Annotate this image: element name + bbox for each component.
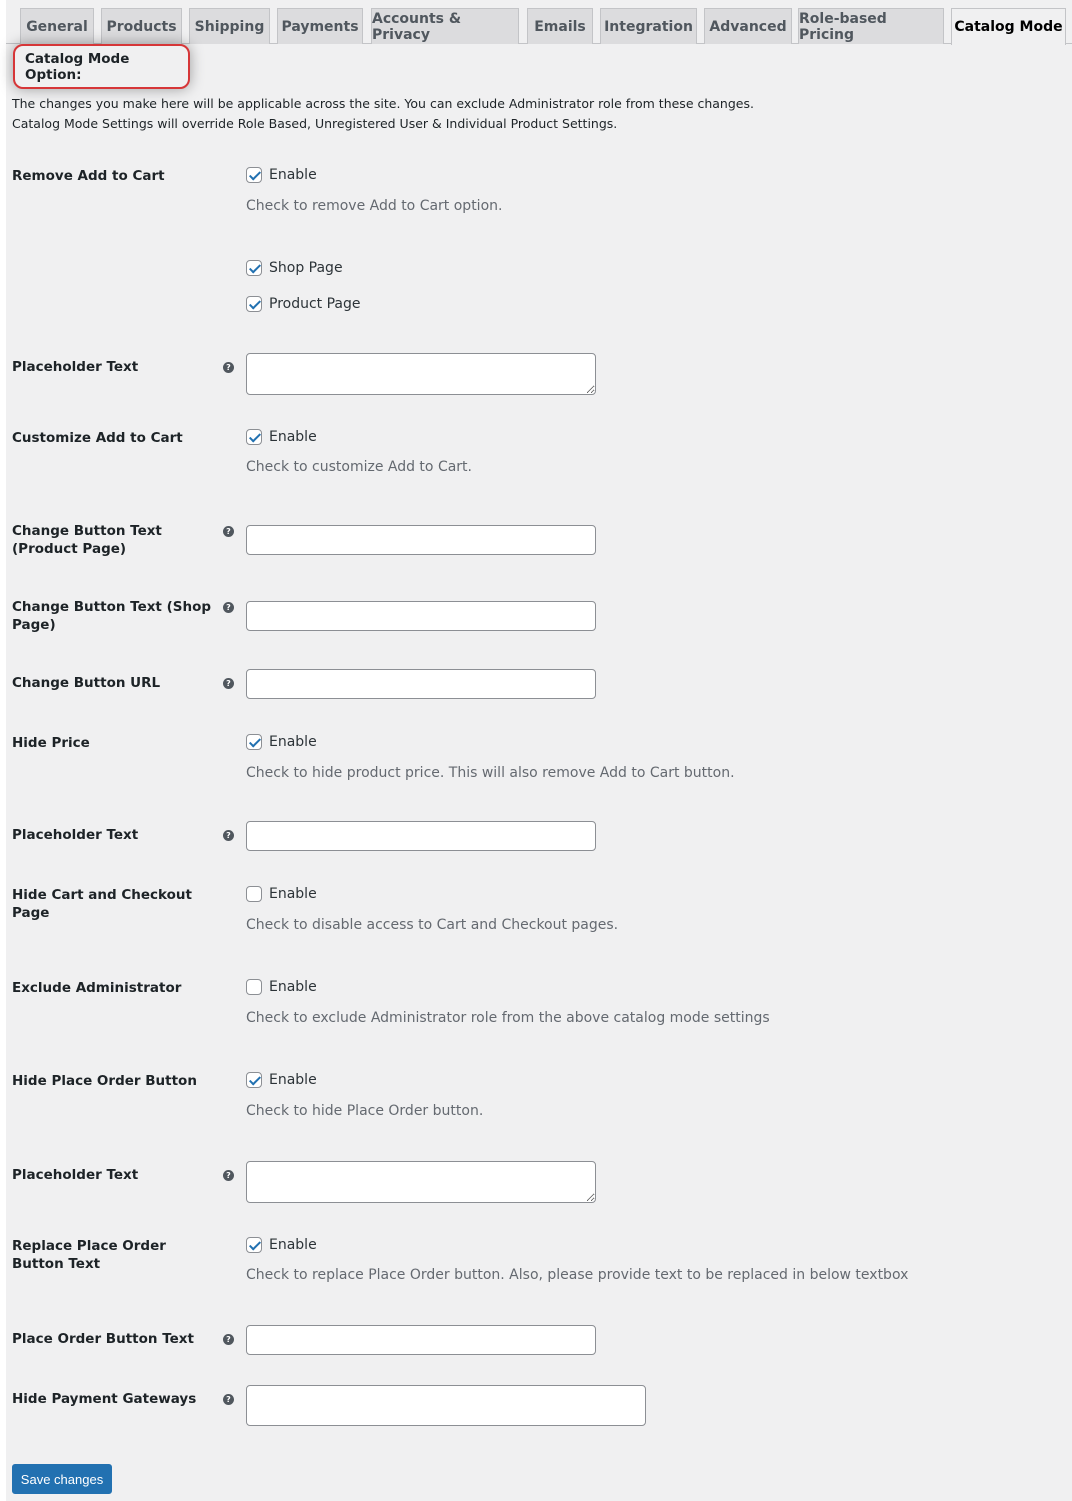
checkbox-label: Enable: [269, 167, 317, 183]
field-description: Check to exclude Administrator role from the above catalog mode settings: [246, 1010, 770, 1026]
text-field[interactable]: [246, 353, 596, 395]
field-label: Replace Place Order Button Text: [12, 1238, 166, 1272]
tab-emails[interactable]: Emails: [527, 8, 593, 44]
field-description: Check to hide product price. This will also remove Add to Cart button.: [246, 765, 735, 781]
help-icon[interactable]: ?: [223, 1170, 234, 1181]
help-icon[interactable]: ?: [223, 1394, 234, 1405]
checkbox-label: Enable: [269, 1237, 317, 1253]
checkbox-box[interactable]: [246, 734, 262, 750]
checkbox-label: Shop Page: [269, 260, 343, 276]
checkbox-label: Enable: [269, 734, 317, 750]
field-label: Placeholder Text: [12, 1167, 139, 1183]
field-description: Check to customize Add to Cart.: [246, 459, 472, 475]
tab-payments[interactable]: Payments: [277, 8, 363, 44]
tab-accounts-privacy[interactable]: Accounts & Privacy: [371, 8, 519, 44]
tab-shipping[interactable]: Shipping: [189, 8, 270, 44]
field-label: Placeholder Text: [12, 359, 139, 375]
checkbox-box[interactable]: [246, 886, 262, 902]
enable-checkbox[interactable]: [246, 979, 317, 995]
field-description: Check to disable access to Cart and Checkout pages.: [246, 917, 619, 933]
enable-checkbox[interactable]: [246, 886, 317, 902]
field-description: Check to remove Add to Cart option.: [246, 198, 503, 214]
text-field[interactable]: [246, 821, 596, 851]
enable-checkbox[interactable]: [246, 167, 317, 183]
text-field[interactable]: [246, 1325, 596, 1355]
text-field[interactable]: [246, 1161, 596, 1203]
payment-gateways-select[interactable]: [246, 1385, 646, 1426]
enable-checkbox[interactable]: [246, 296, 361, 312]
checkbox-box[interactable]: [246, 1072, 262, 1088]
save-changes-button[interactable]: Save changes: [12, 1464, 112, 1494]
help-icon[interactable]: ?: [223, 830, 234, 841]
field-description: Check to replace Place Order button. Also, please provide text to be replaced in below textbox: [246, 1267, 909, 1283]
tab-products[interactable]: Products: [101, 8, 182, 44]
tab-role-based-pricing[interactable]: Role-based Pricing: [798, 8, 944, 44]
intro-line: Catalog Mode Settings will override Role Based, Unregistered User & Individual Product Settings.: [12, 116, 618, 131]
section-title: Catalog Mode Option:: [13, 44, 190, 89]
field-label: Hide Payment Gateways: [12, 1391, 197, 1407]
checkbox-box[interactable]: [246, 979, 262, 995]
text-field[interactable]: [246, 669, 596, 699]
checkbox-box[interactable]: [246, 260, 262, 276]
field-label: Hide Cart and Checkout Page: [12, 887, 192, 921]
checkbox-box[interactable]: [246, 1237, 262, 1253]
checkbox-box[interactable]: [246, 429, 262, 445]
field-label: Placeholder Text: [12, 827, 139, 843]
help-icon[interactable]: ?: [223, 602, 234, 613]
checkbox-label: Enable: [269, 886, 317, 902]
field-label: Exclude Administrator: [12, 980, 182, 996]
field-description: Check to hide Place Order button.: [246, 1103, 484, 1119]
checkbox-label: Enable: [269, 979, 317, 995]
field-label: Change Button Text (Shop Page): [12, 599, 212, 633]
checkbox-box[interactable]: [246, 296, 262, 312]
field-label: Hide Place Order Button: [12, 1073, 197, 1089]
field-label: Remove Add to Cart: [12, 168, 165, 184]
enable-checkbox[interactable]: [246, 734, 317, 750]
checkbox-label: Product Page: [269, 296, 361, 312]
intro-line: The changes you make here will be applicable across the site. You can exclude Administrator role from these changes.: [12, 96, 754, 111]
enable-checkbox[interactable]: [246, 260, 343, 276]
help-icon[interactable]: ?: [223, 678, 234, 689]
help-icon[interactable]: ?: [223, 362, 234, 373]
checkbox-box[interactable]: [246, 167, 262, 183]
text-field[interactable]: [246, 601, 596, 631]
checkbox-label: Enable: [269, 1072, 317, 1088]
tab-integration[interactable]: Integration: [600, 8, 697, 44]
checkbox-label: Enable: [269, 429, 317, 445]
help-icon[interactable]: ?: [223, 526, 234, 537]
enable-checkbox[interactable]: [246, 1237, 317, 1253]
enable-checkbox[interactable]: [246, 1072, 317, 1088]
field-label: Change Button Text (Product Page): [12, 523, 162, 557]
tab-general[interactable]: General: [20, 8, 94, 44]
tab-advanced[interactable]: Advanced: [704, 8, 792, 44]
tab-catalog-mode[interactable]: Catalog Mode: [951, 8, 1066, 45]
text-field[interactable]: [246, 525, 596, 555]
field-label: Hide Price: [12, 735, 90, 751]
enable-checkbox[interactable]: [246, 429, 317, 445]
help-icon[interactable]: ?: [223, 1334, 234, 1345]
field-label: Change Button URL: [12, 675, 161, 691]
field-label: Place Order Button Text: [12, 1331, 194, 1347]
field-label: Customize Add to Cart: [12, 430, 183, 446]
